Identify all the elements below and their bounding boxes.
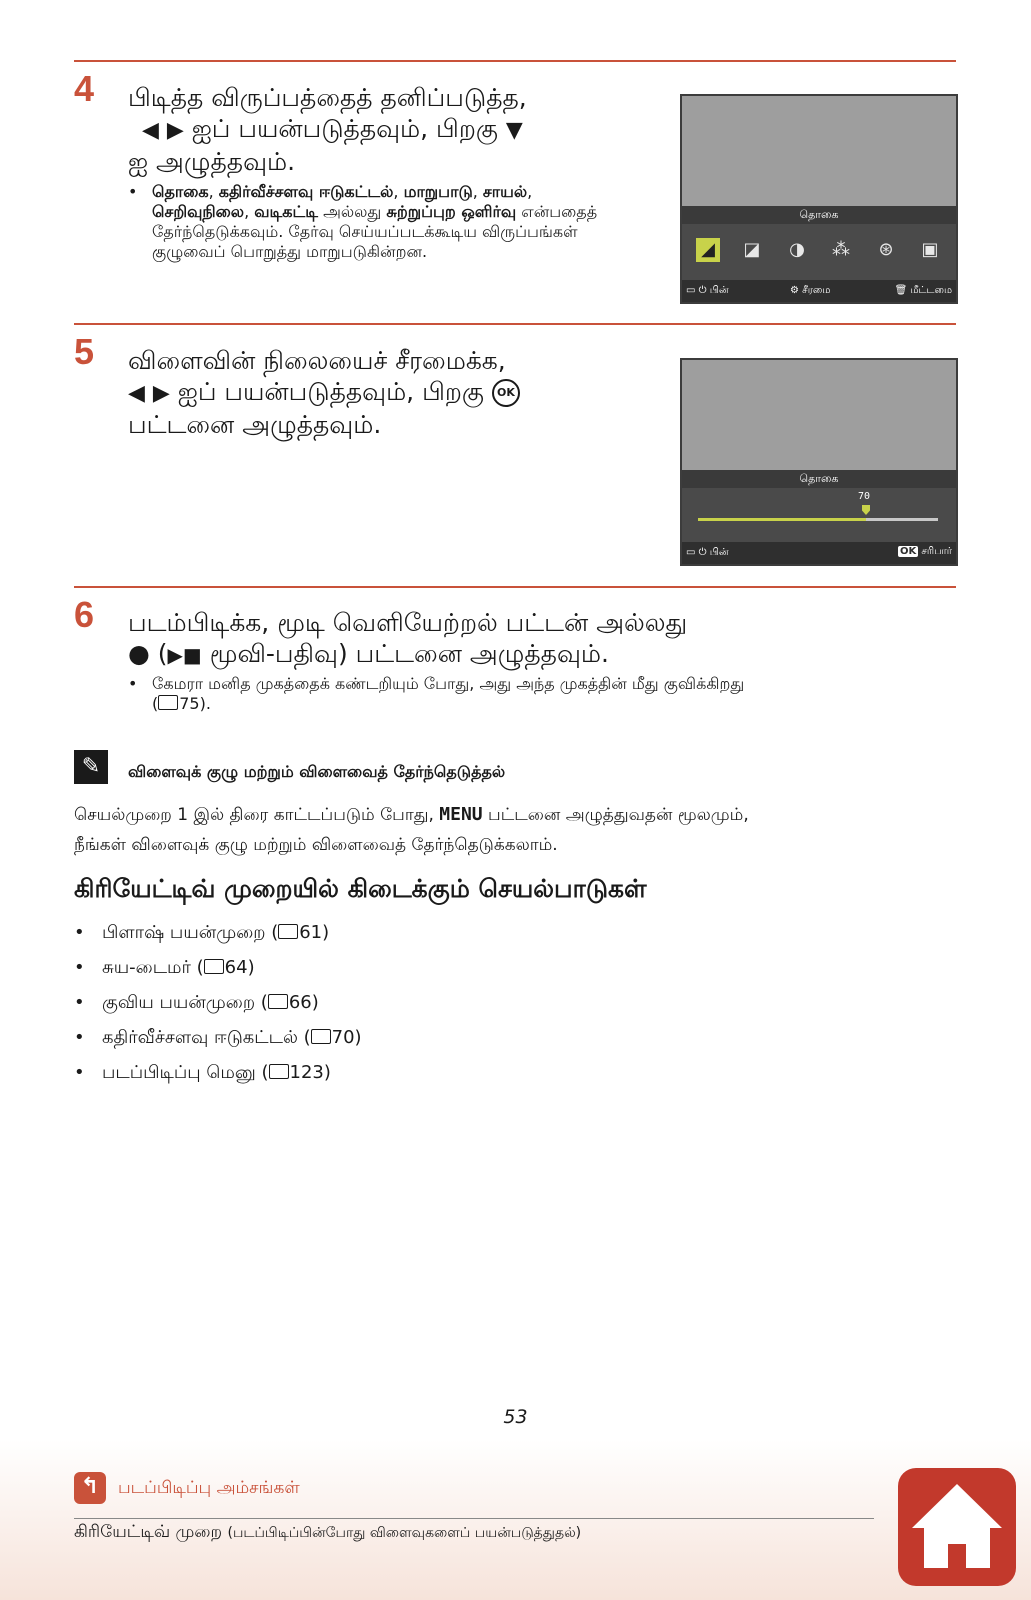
- movie-camera-icon: ▶■: [167, 643, 202, 667]
- note-icon: ✎: [74, 750, 108, 784]
- book-icon: [311, 1029, 331, 1044]
- step6-note-text: கேமரா மனித முகத்தைக் கண்டறியும் போது, அது அந்த முகத்தின் மீது குவிக்கிறது: [152, 674, 745, 693]
- level-marker[interactable]: [862, 505, 870, 515]
- screen-footer: [682, 280, 956, 302]
- screen-title-bar: தொகை: [682, 470, 956, 488]
- page-ref-link[interactable]: 61): [299, 922, 330, 943]
- step4-line3: ஐ அழுத்தவும்.: [128, 147, 296, 176]
- option-contrast: மாறுபாடு: [403, 182, 473, 201]
- book-icon: [278, 924, 298, 939]
- book-icon: [204, 959, 224, 974]
- step6-rule: [74, 586, 956, 588]
- step5-line1: விளைவின் நிலையைச் சீரமைக்க,: [128, 346, 506, 375]
- level-panel: [682, 488, 956, 542]
- level-value: 70: [858, 491, 871, 502]
- home-icon: [898, 1468, 1016, 1586]
- effect-icon-strip: [682, 224, 956, 282]
- memo-line1b: பட்டனை அழுத்துவதன் மூலமும்,: [488, 805, 749, 825]
- step5-line2: ஐப் பயன்படுத்தவும், பிறகு: [177, 377, 484, 406]
- back-arrow-icon[interactable]: ↰: [74, 1472, 106, 1504]
- step5-rule: [74, 323, 956, 325]
- footer-chapter: [74, 1522, 581, 1544]
- page-ref-link[interactable]: 64): [224, 957, 255, 978]
- option-contrast-amount: தொகை: [152, 182, 209, 201]
- record-button-icon: ●: [128, 639, 150, 668]
- down-arrow-icon: ▼: [505, 118, 523, 143]
- bullet-icon: •: [128, 674, 138, 693]
- reset-hint: 🗑 மீட்டமை: [894, 285, 952, 296]
- step6-page-ref[interactable]: 75).: [179, 694, 211, 713]
- step4-note-rest: என்பதைத் தேர்ந்தெடுக்கவும். தேர்வு செய்யப்படக்கூடிய விருப்பங்கள் குழுவைப் பொறுத்து மாறுபடுகின்றன.: [152, 202, 598, 261]
- chapter-title: கிரியேட்டிவ் முறை: [74, 1522, 223, 1542]
- step6-note: [128, 674, 948, 714]
- screen-footer: [682, 542, 956, 564]
- step5-line3: பட்டனை அழுத்தவும்.: [128, 410, 382, 439]
- option-vignette: சுற்றுப்புற ஒளிர்வு: [386, 202, 517, 221]
- footer-rule: [74, 1518, 874, 1519]
- step4-line2: ஐப் பயன்படுத்தவும், பிறகு: [191, 114, 498, 143]
- level-track[interactable]: [698, 518, 938, 521]
- confirm-hint: OK சரிபார்: [899, 546, 952, 557]
- ok-button-icon: OK: [492, 379, 520, 407]
- feature-list: [74, 920, 362, 1095]
- step6-line2: மூவி-பதிவு) பட்டனை அழுத்தவும்.: [209, 639, 609, 668]
- saturation-icon[interactable]: ⊛: [878, 239, 894, 260]
- list-item: • பிளாஷ் பயன்முறை ( 61): [74, 922, 330, 943]
- step5-number: 5: [74, 331, 95, 372]
- list-item: • சுய-டைமர் ( 64): [74, 957, 255, 978]
- back-hint: ▭ ⏻ பின்: [686, 285, 729, 296]
- page-ref-link[interactable]: 66): [288, 992, 319, 1013]
- step5-instruction: [128, 345, 520, 440]
- exposure-icon[interactable]: ◪: [743, 239, 761, 260]
- list-item: • படப்பிடிப்பு மெனு ( 123): [74, 1062, 331, 1083]
- right-arrow-icon: ▶: [166, 118, 184, 143]
- paren: (: [157, 639, 168, 668]
- option-saturation: செறிவுநிலை: [152, 202, 245, 221]
- step4-note: • தொகை, கதிர்வீச்சளவு ஈடுகட்டல், மாறுபாடு, சாயல், செறிவுநிலை, வடிகட்டி அல்லது சுற்றுப்புற ஒளிர்வு என்பதைத் தேர்ந்தெடுக்கவும். தேர்வு செய்யப்படக்கூடிய விருப்பங்கள் குழுவைப் பொறுத்து மாறுபடுகின்றன.: [128, 182, 598, 261]
- camera-screen-effect-level: [680, 358, 958, 566]
- step4-number: 4: [74, 68, 95, 109]
- book-icon: [158, 695, 178, 710]
- book-icon: [269, 1064, 289, 1079]
- step4-instruction: [128, 82, 527, 177]
- step6-line1: படம்பிடிக்க, மூடி வெளியேற்றல் பட்டன் அல்லது: [128, 608, 688, 637]
- chapter-subtitle: (படப்பிடிப்பின்போது விளைவுகளைப் பயன்படுத்துதல்): [227, 1525, 582, 1541]
- right-arrow-icon: ▶: [152, 381, 170, 406]
- ok-icon: OK: [899, 546, 917, 557]
- home-button[interactable]: [898, 1468, 1016, 1586]
- step4-line1: பிடித்த விருப்பத்தைத் தனிப்படுத்த,: [128, 83, 527, 112]
- contrast-icon[interactable]: ◑: [789, 239, 805, 260]
- left-arrow-icon: ◀: [128, 118, 159, 143]
- adjust-hint: ⚙ சீரமை: [790, 285, 831, 296]
- camera-screen-effect-select: [680, 94, 958, 304]
- amount-icon[interactable]: ◢: [696, 238, 720, 262]
- step6-number: 6: [74, 594, 95, 635]
- screen-title-bar: தொகை: [682, 206, 956, 224]
- memo-line1a: செயல்முறை 1 இல் திரை காட்டப்படும் போது,: [74, 805, 434, 825]
- memo-title: விளைவுக் குழு மற்றும் விளைவைத் தேர்ந்தெடுத்தல்: [128, 762, 506, 781]
- level-fill: [698, 518, 866, 521]
- bullet-icon: •: [128, 182, 138, 201]
- paren: (: [152, 694, 159, 713]
- book-icon: [268, 994, 288, 1009]
- list-item: • கதிர்வீச்சளவு ஈடுகட்டல் ( 70): [74, 1027, 362, 1048]
- left-arrow-icon: ◀: [128, 381, 145, 406]
- list-item: • குவிய பயன்முறை ( 66): [74, 992, 319, 1013]
- section-title: கிரியேட்டிவ் முறையில் கிடைக்கும் செயல்பாடுகள்: [74, 874, 647, 903]
- memo-body: [74, 800, 954, 860]
- option-exposure-comp: கதிர்வீச்சளவு ஈடுகட்டல்: [218, 182, 394, 201]
- menu-button-label: MENU: [439, 804, 483, 825]
- hue-icon[interactable]: ⁂: [832, 239, 850, 260]
- back-hint: ▭ ⏻ பின்: [686, 547, 729, 558]
- page-ref-link[interactable]: 123): [289, 1062, 331, 1083]
- page-ref-link[interactable]: 70): [331, 1027, 362, 1048]
- step4-rule: [74, 60, 956, 62]
- page-number: 53: [503, 1406, 528, 1428]
- vignette-icon[interactable]: ▣: [921, 239, 939, 260]
- memo-line2: நீங்கள் விளைவுக் குழு மற்றும் விளைவைத் தேர்ந்தெடுக்கலாம்.: [74, 835, 558, 855]
- step6-instruction: [128, 607, 687, 671]
- section-link-label[interactable]: படப்பிடிப்பு அம்சங்கள்: [118, 1478, 300, 1498]
- option-hue: சாயல்: [482, 182, 528, 201]
- option-filter: வடிகட்டி: [254, 202, 318, 221]
- or-word: அல்லது: [323, 202, 382, 221]
